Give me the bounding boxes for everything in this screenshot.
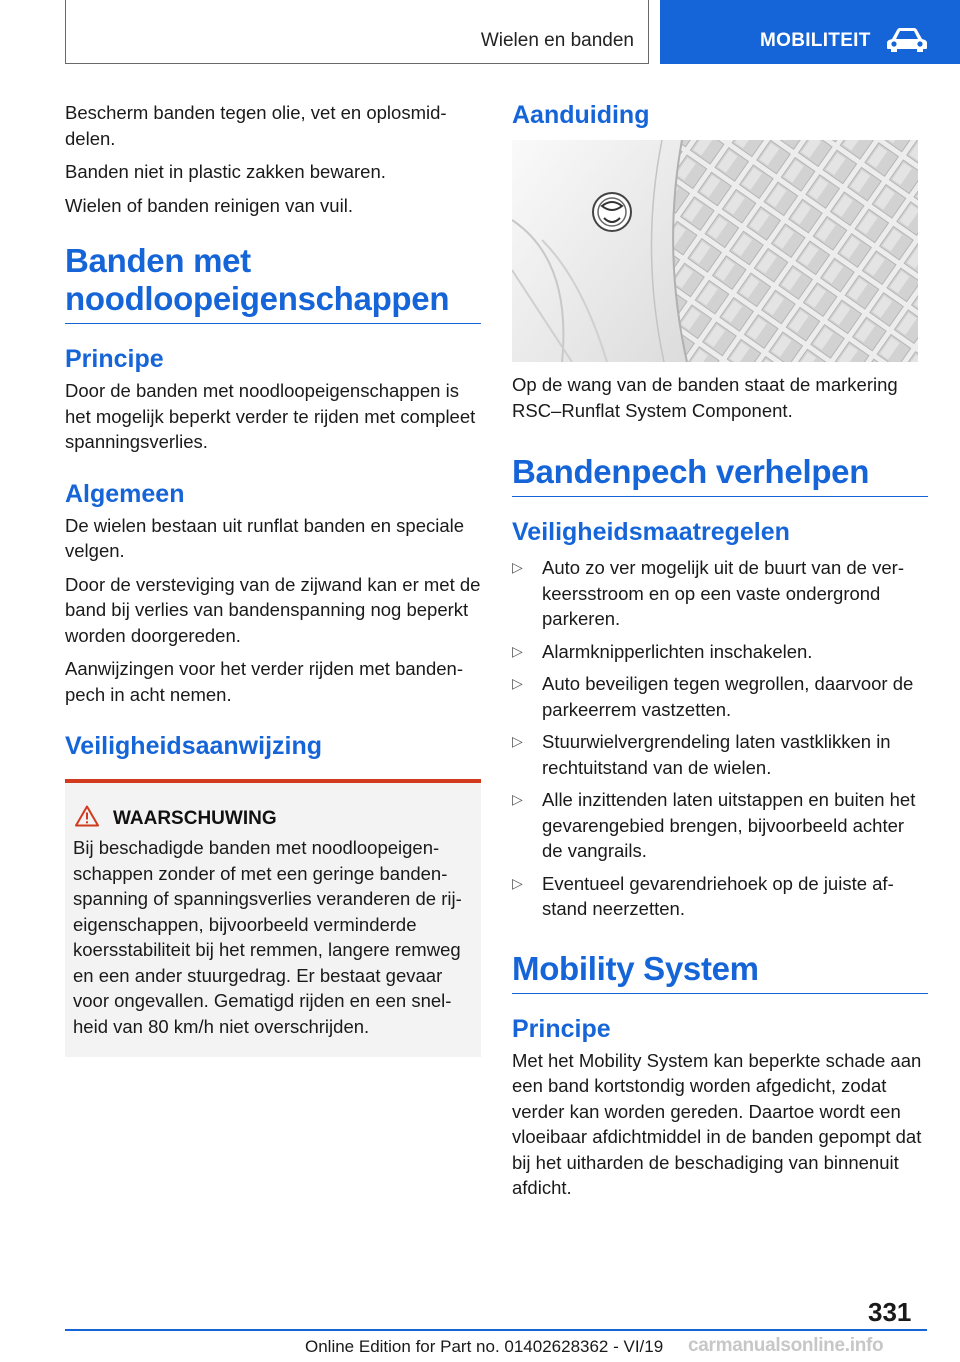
left-column [65, 100, 481, 1057]
warning-box [65, 779, 481, 1057]
list-item: ▷ Auto zo ver mogelijk uit de buurt van de verkeersstroom en op een vaste ondergrond parkeren. [512, 557, 904, 629]
intro-paragraph: Banden niet in plastic zakken bewaren. [65, 161, 386, 182]
subheading-algemeen: Algemeen [65, 479, 185, 508]
subheading-principe: Principe [65, 345, 164, 373]
intro-paragraph: Wielen of banden reinigen van vuil. [65, 194, 353, 216]
list-marker: ▷ [512, 874, 523, 891]
warning-title: WAARSCHUWING [113, 808, 277, 829]
warning-text: Bij beschadigde banden met noodloopeigenschappen zonder of met een geringe bandenspanning of spanningsverlies veranderen de rijeigenschappen, bijvoorbeeld verminderde koersstabiliteit bij het remmen, langere remweg en een ander stuurgedrag. Er bestaat gevaar voor ongevallen. Gematigd rijden en een snelheid van 80 km/h niet overschrijden. [73, 837, 462, 1037]
page-number: 331 [868, 1297, 912, 1327]
right-column [512, 100, 928, 1209]
section-heading-bandenpech: Bandenpech verhelpen [512, 453, 928, 497]
footer-edition: Online Edition for Part no. 01402628362 - VI/19 [305, 1337, 664, 1356]
algemeen-paragraph: Door de versteviging van de zijwand kan er met de band bij verlies van bandenspanning nog beperkt worden doorgereden. [65, 573, 481, 646]
list-marker: ▷ [512, 791, 523, 807]
principe-paragraph: Door de banden met noodloopeigenschappen is het mogelijk beperkt verder te rijden met compleet spanningsverlies. [65, 380, 476, 452]
car-icon [886, 27, 928, 53]
footer-divider [65, 1329, 927, 1331]
warning-header [73, 805, 473, 829]
section-title: Wielen en banden [480, 30, 634, 51]
aanduiding-paragraph: Op de wang van de banden staat de markering RSC–Runflat System Component. [512, 374, 898, 421]
chapter-tab-label: MOBILITEIT [760, 30, 871, 51]
warning-triangle-icon [75, 805, 99, 827]
watermark: carmanualsonline.info [688, 1335, 884, 1356]
subheading-principe-mobility: Principe [512, 1014, 611, 1043]
mobility-principe-paragraph: Met het Mobility System kan beperkte schade aan een band kortstondig worden afgedicht, zodat verder kan worden gereden. Daartoe wordt een vloeibaar afdichtmiddel in de banden gepompt dat bij het uitharden de beschadiging van binnenuit afdicht. [512, 1049, 922, 1198]
list-item: ▷ Alarmknipperlichten inschakelen. [512, 639, 928, 665]
safety-steps-list [512, 555, 928, 922]
chapter-tab[interactable] [660, 0, 960, 64]
list-marker: ▷ [512, 675, 523, 691]
runflat-tire-image [512, 140, 918, 362]
list-item: ▷ Alle inzittenden laten uitstappen en buiten het gevarengebied brengen, bijvoorbeeld achter de vangrails. [512, 789, 916, 861]
list-marker: ▷ [512, 733, 523, 749]
list-marker: ▷ [512, 642, 523, 659]
subheading-aanduiding: Aanduiding [512, 101, 650, 129]
intro-paragraph: Bescherm banden tegen olie, vet en oplosmiddelen. [65, 102, 447, 149]
list-item: ▷ Eventueel gevarendriehoek op de juiste afstand neerzetten. [512, 872, 894, 919]
section-heading-mobility-system: Mobility System [512, 950, 928, 994]
subheading-veiligheidsaanwijzing: Veiligheidsaanwijzing [65, 732, 323, 760]
subheading-veiligheidsmaatregelen: Veiligheidsmaatregelen [512, 518, 790, 546]
section-heading-runflat: Banden met noodloopeigenschappen [65, 242, 481, 324]
list-marker: ▷ [512, 559, 523, 575]
list-item: ▷ Auto beveiligen tegen wegrollen, daarvoor de parkeerrem vastzetten. [512, 673, 914, 720]
algemeen-paragraph: Aanwijzingen voor het verder rijden met bandenpech in acht nemen. [65, 658, 463, 705]
algemeen-paragraph: De wielen bestaan uit runflat banden en speciale velgen. [65, 514, 465, 561]
list-item: ▷ Stuurwielvergrendeling laten vastklikken in rechtuitstand van de wielen. [512, 731, 891, 778]
